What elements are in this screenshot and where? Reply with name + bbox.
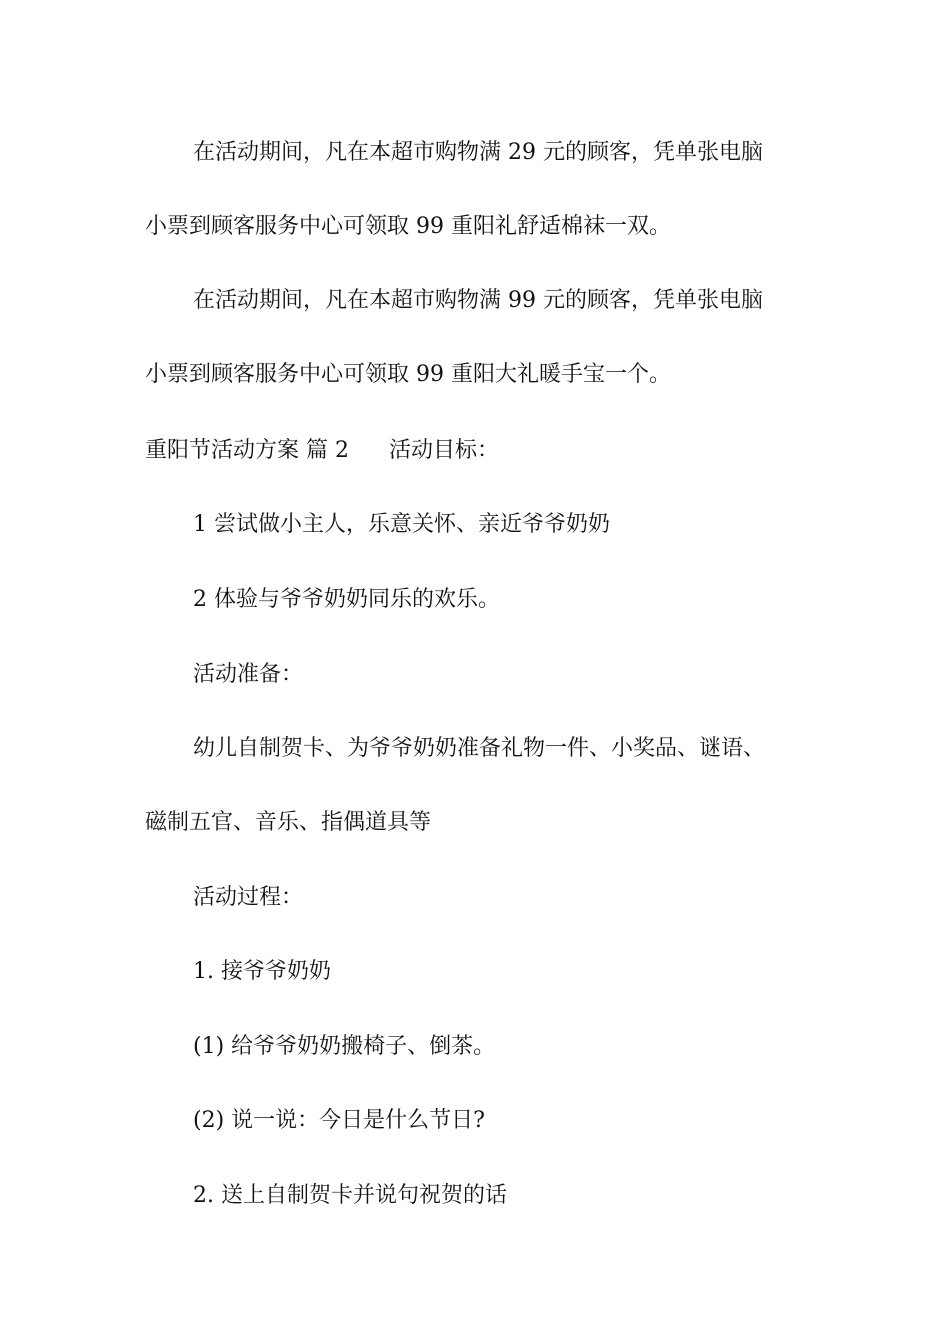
list-item: 2. 送上自制贺卡并说句祝贺的话 [193,1183,507,1208]
list-item: 活动过程： [193,885,304,910]
list-item: (1) 给爷爷奶奶搬椅子、倒茶。 [193,1034,496,1059]
list-item: 磁制五官、音乐、指偶道具等 [145,810,432,835]
section-heading-row [145,436,845,466]
list-item: (2) 说一说：今日是什么节日? [193,1108,485,1133]
paragraph-line: 在活动期间，凡在本超市购物满 99 元的顾客，凭单张电脑 [193,288,763,313]
section-subtitle: 活动目标： [388,438,499,463]
list-item: 1 尝试做小主人，乐意关怀、亲近爷爷奶奶 [193,512,610,537]
list-item: 幼儿自制贺卡、为爷爷奶奶准备礼物一件、小奖品、谜语、 [193,736,766,761]
section-title: 重阳节活动方案 篇 2 [145,438,349,463]
list-item: 2 体验与爷爷奶奶同乐的欢乐。 [193,587,500,612]
list-item: 1. 接爷爷奶奶 [193,959,331,984]
paragraph-line: 小票到顾客服务中心可领取 99 重阳礼舒适棉袜一双。 [145,214,671,239]
paragraph-line: 在活动期间，凡在本超市购物满 29 元的顾客，凭单张电脑 [193,140,763,165]
list-item: 活动准备： [193,662,304,687]
paragraph-line: 小票到顾客服务中心可领取 99 重阳大礼暖手宝一个。 [145,362,671,387]
